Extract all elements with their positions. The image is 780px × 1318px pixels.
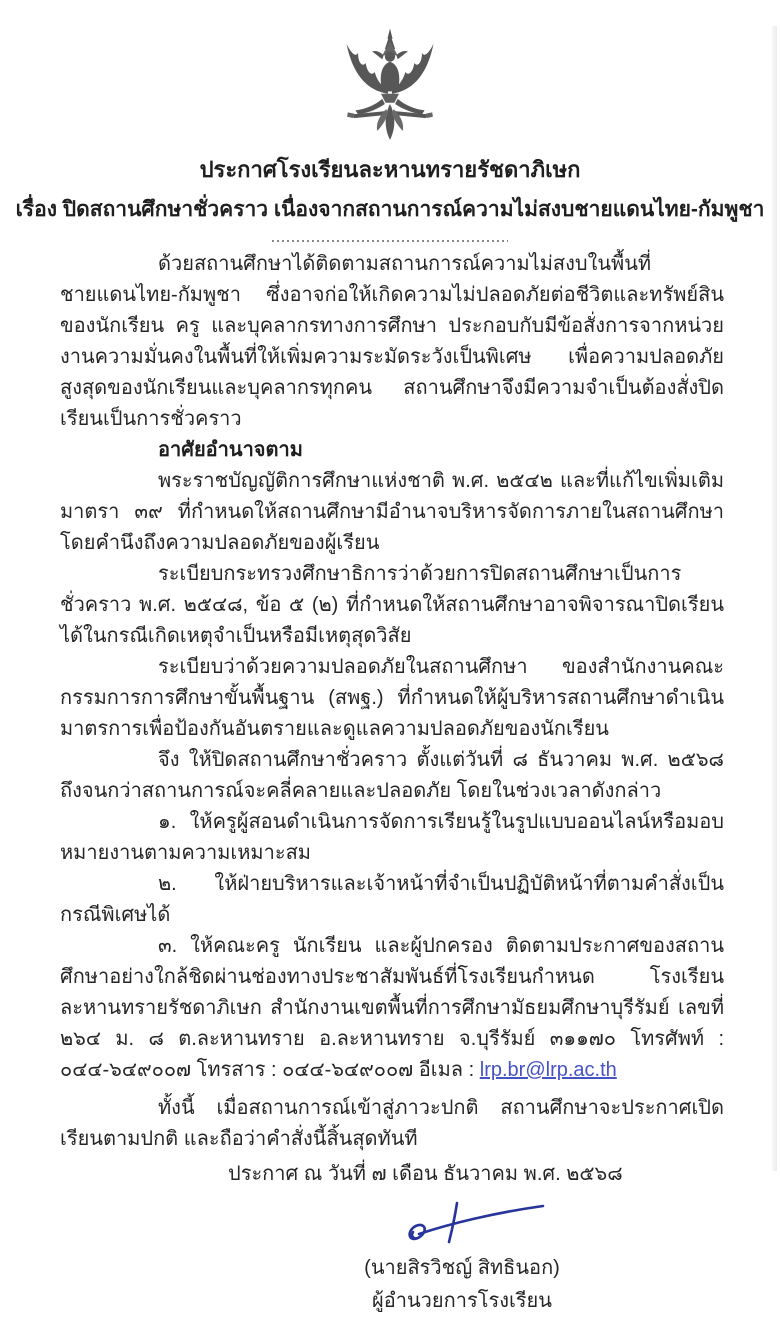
official-announcement-document: [0, 26, 780, 1312]
signature-ink-icon: [401, 1200, 551, 1252]
intro-paragraph: ด้วยสถานศึกษาได้ติดตามสถานการณ์ความไม่สงบในพื้นที่ชายแดนไทย-กัมพูชา ซึ่งอาจก่อให้เกิดความไม่ปลอดภัยต่อชีวิตและทรัพย์สินของนักเรียน ครู และบุคลากรทางการศึกษา ประกอบกับมีข้อสั่งการจากหน่วยงานความมั่นคงในพื้นที่ให้เพิ่มความระมัดระวังเป็นพิเศษ เพื่อความปลอดภัยสูงสุดของนักเรียนและบุคลากรทุกคน สถานศึกษาจึงมีความจำเป็นต้องสั่งปิดเรียนเป็นการชั่วคราว: [60, 253, 724, 430]
page-edge-shadow: [772, 26, 777, 1171]
document-body: [0, 249, 780, 1190]
garuda-emblem-icon: [326, 26, 454, 150]
authority-heading: อาศัยอำนาจตาม: [158, 439, 303, 461]
signatory-title: ผู้อำนวยการโรงเรียน: [372, 1290, 552, 1312]
announcement-title: ประกาศโรงเรียนละหานทรายรัชดาภิเษก: [199, 157, 581, 182]
authority-item-1: พระราชบัญญัติการศึกษาแห่งชาติ พ.ศ. ๒๕๔๒ และที่แก้ไขเพิ่มเติม มาตรา ๓๙ ที่กำหนดให้สถานศึกษามีอำนาจบริหารจัดการภายในสถานศึกษาโดยคำนึงถึงความปลอดภัยของผู้เรียน: [60, 470, 724, 554]
issue-date-line: ประกาศ ณ วันที่ ๗ เดือน ธันวาคม พ.ศ. ๒๕๖๘: [228, 1163, 623, 1185]
directive-3: [60, 931, 724, 1086]
authority-item-3: ระเบียบว่าด้วยความปลอดภัยในสถานศึกษา ของสำนักงานคณะกรรมการการศึกษาขั้นพื้นฐาน (สพฐ.) ที่กำหนดให้ผู้บริหารสถานศึกษาดำเนินมาตรการเพื่อป้องกันอันตรายและดูแลความปลอดภัยของนักเรียน: [60, 656, 724, 740]
directive-1: ๑. ให้ครูผู้สอนดำเนินการจัดการเรียนรู้ในรูปแบบออนไลน์หรือมอบหมายงานตามความเหมาะสม: [60, 811, 724, 864]
authority-item-2: ระเบียบกระทรวงศึกษาธิการว่าด้วยการปิดสถานศึกษาเป็นการชั่วคราว พ.ศ. ๒๕๔๘, ข้อ ๕ (๒) ที่กำหนดให้สถานศึกษาอาจพิจารณาปิดเรียนได้ในกรณีเกิดเหตุจำเป็นหรือมีเหตุสุดวิสัย: [60, 563, 724, 647]
directive-3-text: ๓. ให้คณะครู นักเรียน และผู้ปกครอง ติดตามประกาศของสถานศึกษาอย่างใกล้ชิดผ่านช่องทางประชาสัมพันธ์ที่โรงเรียนกำหนด โรงเรียนละหานทรายรัชดาภิเษก สำนักงานเขตพื้นที่การศึกษามัธยมศึกษาบุรีรัมย์ เลขที่ ๒๖๔ ม. ๘ ต.ละหานทราย อ.ละหานทราย จ.บุรีรัมย์ ๓๑๑๗๐ โทรศัพท์ : ๐๔๔-๖๔๙๐๐๗ โทรสาร : ๐๔๔-๖๔๙๐๐๗ อีเมล :: [60, 935, 724, 1081]
email-link[interactable]: lrp.br@lrp.ac.th: [479, 1059, 617, 1081]
signature-block: [292, 1200, 632, 1318]
signatory-name: (นายสิรวิชญ์ สิทธินอก): [364, 1257, 560, 1279]
dotted-divider: [272, 239, 508, 242]
announcement-subject: เรื่อง ปิดสถานศึกษาชั่วคราว เนื่องจากสถานการณ์ความไม่สงบชายแดนไทย-กัมพูชา: [15, 198, 765, 221]
directive-2: ๒. ให้ฝ่ายบริหารและเจ้าหน้าที่จำเป็นปฏิบัติหน้าที่ตามคำสั่งเป็นกรณีพิเศษได้: [60, 873, 724, 926]
closing-paragraph: ทั้งนี้ เมื่อสถานการณ์เข้าสู่ภาวะปกติ สถานศึกษาจะประกาศเปิดเรียนตามปกติ และถือว่าคำสั่งนี้สิ้นสุดทันที: [60, 1097, 724, 1150]
closure-order-paragraph: จึง ให้ปิดสถานศึกษาชั่วคราว ตั้งแต่วันที่ ๘ ธันวาคม พ.ศ. ๒๕๖๘ ถึงจนกว่าสถานการณ์จะคลี่คลายและปลอดภัย โดยในช่วงเวลาดังกล่าว: [60, 749, 724, 802]
